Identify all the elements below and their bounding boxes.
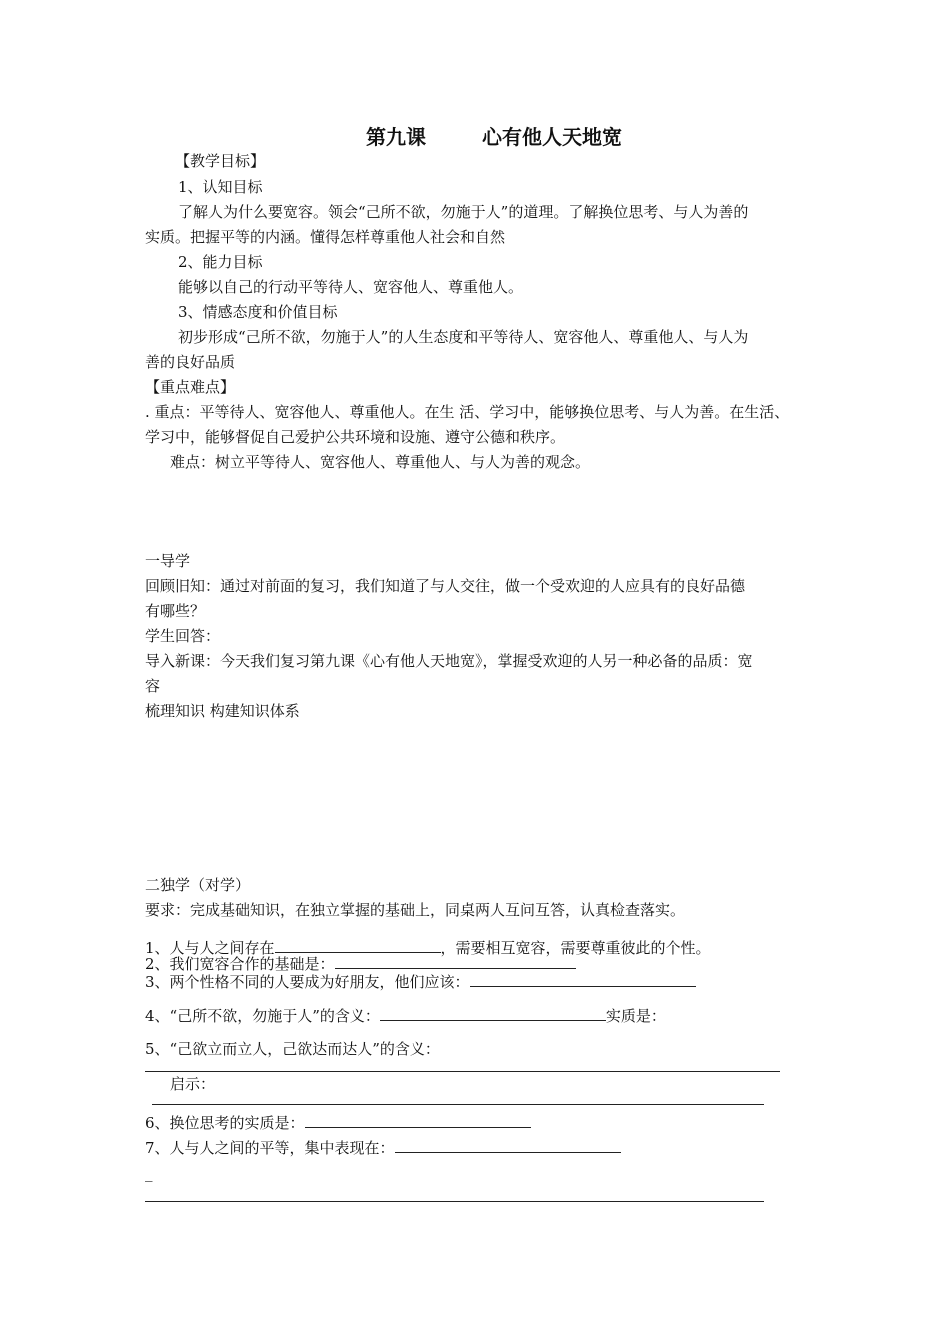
key-points-line2: 学习中，能够督促自己爱护公共环境和设施、遵守公德和秩序。 xyxy=(145,428,566,446)
emotion-heading: 3、情感态度和价值目标 xyxy=(178,303,338,321)
difficulty-text: 难点：树立平等待人、宽容他人、尊重他人、与人为善的观念。 xyxy=(170,453,591,471)
answer-line-5-hint[interactable] xyxy=(152,1104,764,1105)
question-3 xyxy=(145,972,696,991)
ability-text: 能够以自己的行动平等待人、宽容他人、尊重他人。 xyxy=(178,278,524,296)
key-points-heading: 【重点难点】 xyxy=(145,378,236,396)
cognitive-text-line1: 了解人为什么要宽容。领会“己所不欲，勿施于人”的道理。了解换位思考、与人为善的 xyxy=(178,203,749,221)
cognitive-heading: 1、认知目标 xyxy=(178,178,263,196)
student-answer-label: 学生回答： xyxy=(145,627,221,645)
question-5: 5、“己欲立而立人，己欲达而达人”的含义： xyxy=(145,1040,440,1058)
self-study-requirement: 要求：完成基础知识，在独立掌握的基础上，同桌两人互问互答，认真检查落实。 xyxy=(145,901,686,919)
cognitive-text-line2: 实质。把握平等的内涵。懂得怎样尊重他人社会和自然 xyxy=(145,228,506,246)
answer-blank-1[interactable] xyxy=(275,938,441,953)
dash-mark: _ xyxy=(145,1164,153,1182)
review-line2: 有哪些？ xyxy=(145,602,206,620)
objectives-heading: 【教学目标】 xyxy=(175,152,266,170)
question-5-hint: 启示： xyxy=(170,1075,216,1093)
intro-line2: 容 xyxy=(145,677,161,695)
answer-blank-3[interactable] xyxy=(470,972,696,987)
intro-line1: 导入新课：今天我们复习第九课《心有他人天地宽》，掌握受欢迎的人另一种必备的品质：宽 xyxy=(145,652,753,670)
answer-blank-4[interactable] xyxy=(380,1006,606,1021)
question-6-text: 6、换位思考的实质是： xyxy=(145,1114,305,1132)
answer-line-5[interactable] xyxy=(145,1071,780,1072)
question-7 xyxy=(145,1138,621,1157)
question-4 xyxy=(145,1006,666,1025)
answer-blank-2[interactable] xyxy=(335,954,576,969)
organize-knowledge: 梳理知识 构建知识体系 xyxy=(145,702,300,720)
answer-blank-6[interactable] xyxy=(305,1113,531,1128)
review-line1: 回顾旧知：通过对前面的复习，我们知道了与人交往，做一个受欢迎的人应具有的良好品德 xyxy=(145,577,746,595)
answer-line-7[interactable] xyxy=(145,1201,764,1202)
guide-heading: 一导学 xyxy=(145,552,191,570)
question-2-text: 2、我们宽容合作的基础是： xyxy=(145,955,335,973)
question-6 xyxy=(145,1113,531,1132)
emotion-text-line1: 初步形成“己所不欲，勿施于人”的人生态度和平等待人、宽容他人、尊重他人、与人为 xyxy=(178,328,749,346)
question-4-part-a: 4、“己所不欲，勿施于人”的含义： xyxy=(145,1007,380,1025)
key-points-line1: . 重点：平等待人、宽容他人、尊重他人。在生 活、学习中，能够换位思考、与人为善。在生活、 xyxy=(145,403,790,421)
lesson-topic: 心有他人天地宽 xyxy=(482,125,622,149)
question-4-part-b: 实质是： xyxy=(605,1007,666,1025)
question-7-text: 7、人与人之间的平等，集中表现在： xyxy=(145,1139,395,1157)
answer-blank-7[interactable] xyxy=(395,1138,621,1153)
question-3-text: 3、两个性格不同的人要成为好朋友，他们应该： xyxy=(145,973,470,991)
question-2 xyxy=(145,954,576,973)
emotion-text-line2: 善的良好品质 xyxy=(145,353,236,371)
question-1-part-a: 1、人与人之间存在 xyxy=(145,939,275,957)
ability-heading: 2、能力目标 xyxy=(178,253,263,271)
lesson-number: 第九课 xyxy=(366,125,426,149)
lesson-title xyxy=(366,124,622,150)
question-1-part-b: ，需要相互宽容，需要尊重彼此的个性。 xyxy=(440,939,711,957)
self-study-heading: 二独学（对学） xyxy=(145,876,251,894)
